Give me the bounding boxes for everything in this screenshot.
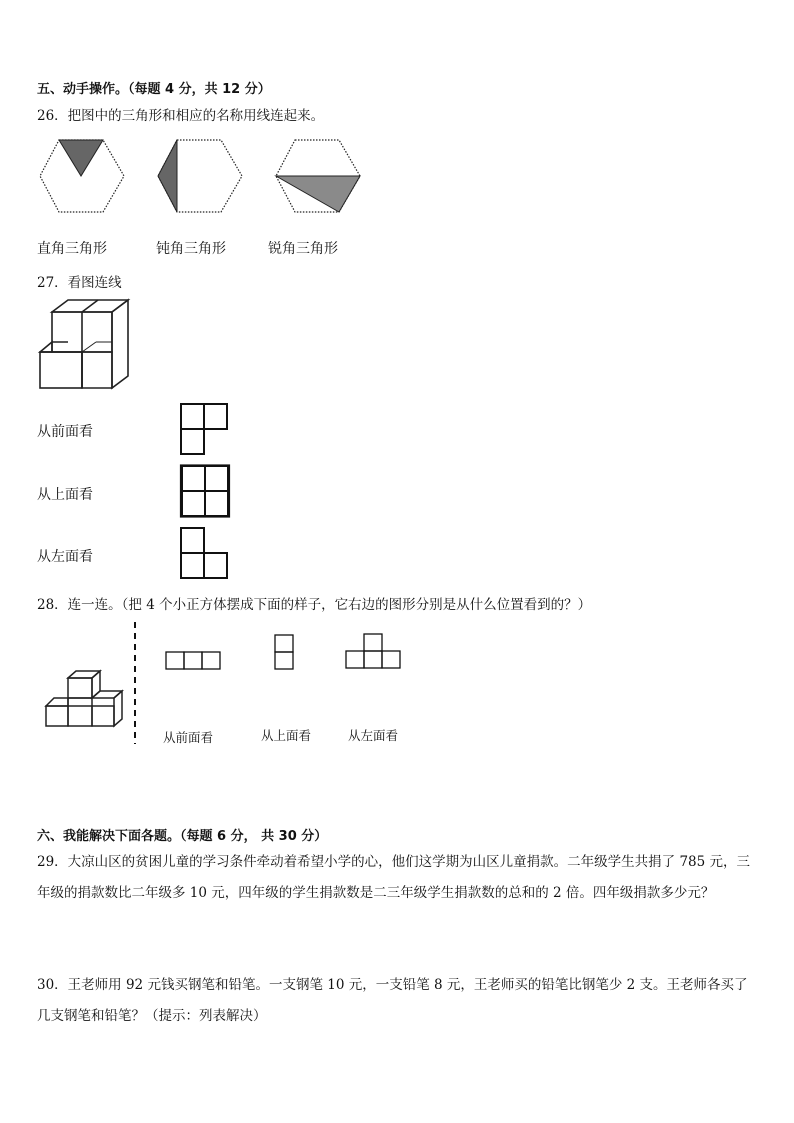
question-28-text: 28．连一连。（把 4 个小正方体摆成下面的样子，它右边的图形分别是从什么位置看到的？） [37,597,592,613]
hexagon-obtuse-triangle-figure[interactable] [156,138,244,216]
question-30-text: 30．王老师用 92 元钱买钢笔和铅笔。一支钢笔 10 元，一支铅笔 8 元，王老师买的铅笔比钢笔少 2 支。王老师各买了几支钢笔和铅笔？（提示：列表解决） [37,977,748,1024]
view-label-top[interactable]: 从上面看 [37,487,93,503]
q28-label-left[interactable]: 从左面看 [348,728,399,743]
question-29-text: 29．大凉山区的贫困儿童的学习条件牵动着希望小学的心，他们这学期为山区儿童捐款。二年级学生共捐了 785 元，三年级的捐款数比二年级多 10 元，四年级的学生捐款数是二三年级学生捐款数的总和的 2 倍。四年级捐款多少元？ [37,854,751,901]
view-shape-three-in-row[interactable] [165,651,223,671]
q28-label-top[interactable]: 从上面看 [261,728,312,743]
view-shape-t-shape[interactable] [345,633,403,671]
name-acute-triangle[interactable]: 锐角三角形 [268,241,338,257]
section-5-title: 五、动手操作。（每题 4 分，共 12 分） [37,82,271,97]
name-obtuse-triangle[interactable]: 钝角三角形 [156,241,226,257]
question-26-text: 26．把图中的三角形和相应的名称用线连起来。 [37,108,325,124]
q28-label-front[interactable]: 从前面看 [163,730,214,745]
view-label-left[interactable]: 从左面看 [37,549,93,565]
four-cubes-3d-figure [44,668,126,730]
section-6-title: 六、我能解决下面各题。（每题 6 分， 共 30 分） [37,829,328,844]
view-shape-top[interactable] [180,465,232,519]
hexagon-acute-triangle-figure[interactable] [274,138,362,216]
view-label-front[interactable]: 从前面看 [37,424,93,440]
view-shape-front[interactable] [180,403,230,457]
hexagon-right-triangle-figure[interactable] [38,138,126,216]
view-shape-two-stacked[interactable] [274,634,296,672]
cube-stack-3d-figure [38,298,134,398]
view-shape-left[interactable] [180,527,230,581]
dashed-divider [132,622,138,744]
question-27-text: 27．看图连线 [37,275,122,291]
name-right-triangle[interactable]: 直角三角形 [37,241,107,257]
